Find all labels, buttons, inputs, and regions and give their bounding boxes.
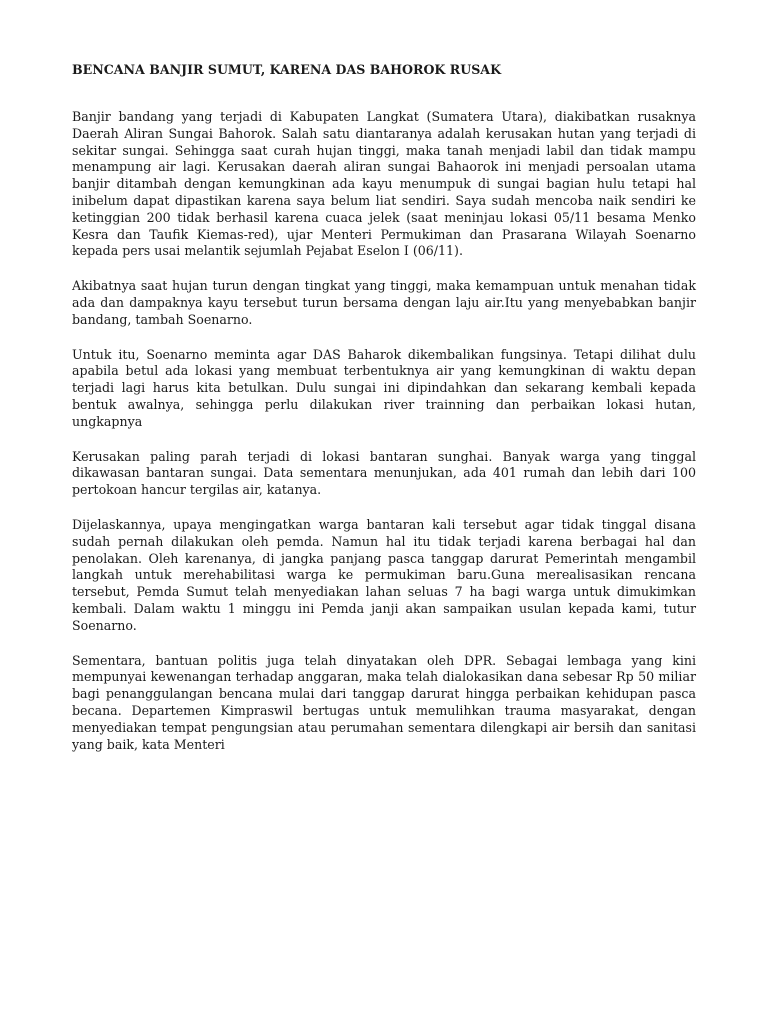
paragraph-3: Untuk itu, Soenarno meminta agar DAS Baharok dikembalikan fungsinya. Tetapi dilihat dulu apabila betul ada lokasi yang membuat terbentuknya air yang kemungkinan di waktu depan terjadi lagi harus kita betulkan. Dulu sungai ini dipindahkan dan sekarang kembali kepada bentuk awalnya, sehingga perlu dilakukan river trainning dan perbaikan lokasi hutan, ungkapnya [72, 346, 696, 429]
paragraph-5: Dijelaskannya, upaya mengingatkan warga bantaran kali tersebut agar tidak tinggal disana sudah pernah dilakukan oleh pemda. Namun hal itu tidak terjadi karena berbagai hal dan penolakan. Oleh karenanya, di jangka panjang pasca tanggap darurat Pemerintah mengambil langkah untuk merehabilitasi warga ke permukiman baru.Guna merealisasikan rencana tersebut, Pemda Sumut telah menyediakan lahan seluas 7 ha bagi warga untuk dimukimkan kembali. Dalam waktu 1 minggu ini Pemda janji akan sampaikan usulan kepada kami, tutur Soenarno. [72, 516, 696, 633]
paragraph-1: Banjir bandang yang terjadi di Kabupaten Langkat (Sumatera Utara), diakibatkan rusaknya Daerah Aliran Sungai Bahorok. Salah satu diantaranya adalah kerusakan hutan yang terjadi di sekitar sungai. Sehingga saat curah hujan tinggi, maka tanah menjadi labil dan tidak mampu menampung air lagi. Kerusakan daerah aliran sungai Bahaorok ini menjadi persoalan utama banjir ditambah dengan kemungkinan ada kayu menumpuk di sungai bagian hulu tetapi hal inibelum dapat dipastikan karena saya belum liat sendiri. Saya sudah mencoba naik sendiri ke ketinggian 200 tidak berhasil karena cuaca jelek (saat meninjau lokasi 05/11 besama Menko Kesra dan Taufik Kiemas-red), ujar Menteri Permukiman dan Prasarana Wilayah Soenarno kepada pers usai melantik sejumlah Pejabat Eselon I (06/11). [72, 109, 696, 259]
paragraph-6: Sementara, bantuan politis juga telah dinyatakan oleh DPR. Sebagai lembaga yang kini mempunyai kewenangan terhadap anggaran, maka telah dialokasikan dana sebesar Rp 50 miliar bagi penanggulangan bencana mulai dari tanggap darurat hingga perbaikan kehidupan pasca becana. Departemen Kimpraswil bertugas untuk memulihkan trauma masyarakat, dengan menyediakan tempat pengungsian atau perumahan sementara dilengkapi air bersih dan sanitasi yang baik, kata Menteri [72, 652, 696, 752]
paragraph-2: Akibatnya saat hujan turun dengan tingkat yang tinggi, maka kemampuan untuk menahan tidak ada dan dampaknya kayu tersebut turun bersama dengan laju air.Itu yang menyebabkan banjir bandang, tambah Soenarno. [72, 278, 696, 327]
document-page [72, 58, 696, 771]
paragraph-4: Kerusakan paling parah terjadi di lokasi bantaran sunghai. Banyak warga yang tinggal dikawasan bantaran sungai. Data sementara menunjukan, ada 401 rumah dan lebih dari 100 pertokoan hancur tergilas air, katanya. [72, 448, 696, 498]
document-title: BENCANA BANJIR SUMUT, KARENA DAS BAHOROK RUSAK [72, 62, 502, 77]
document-body [72, 109, 696, 753]
